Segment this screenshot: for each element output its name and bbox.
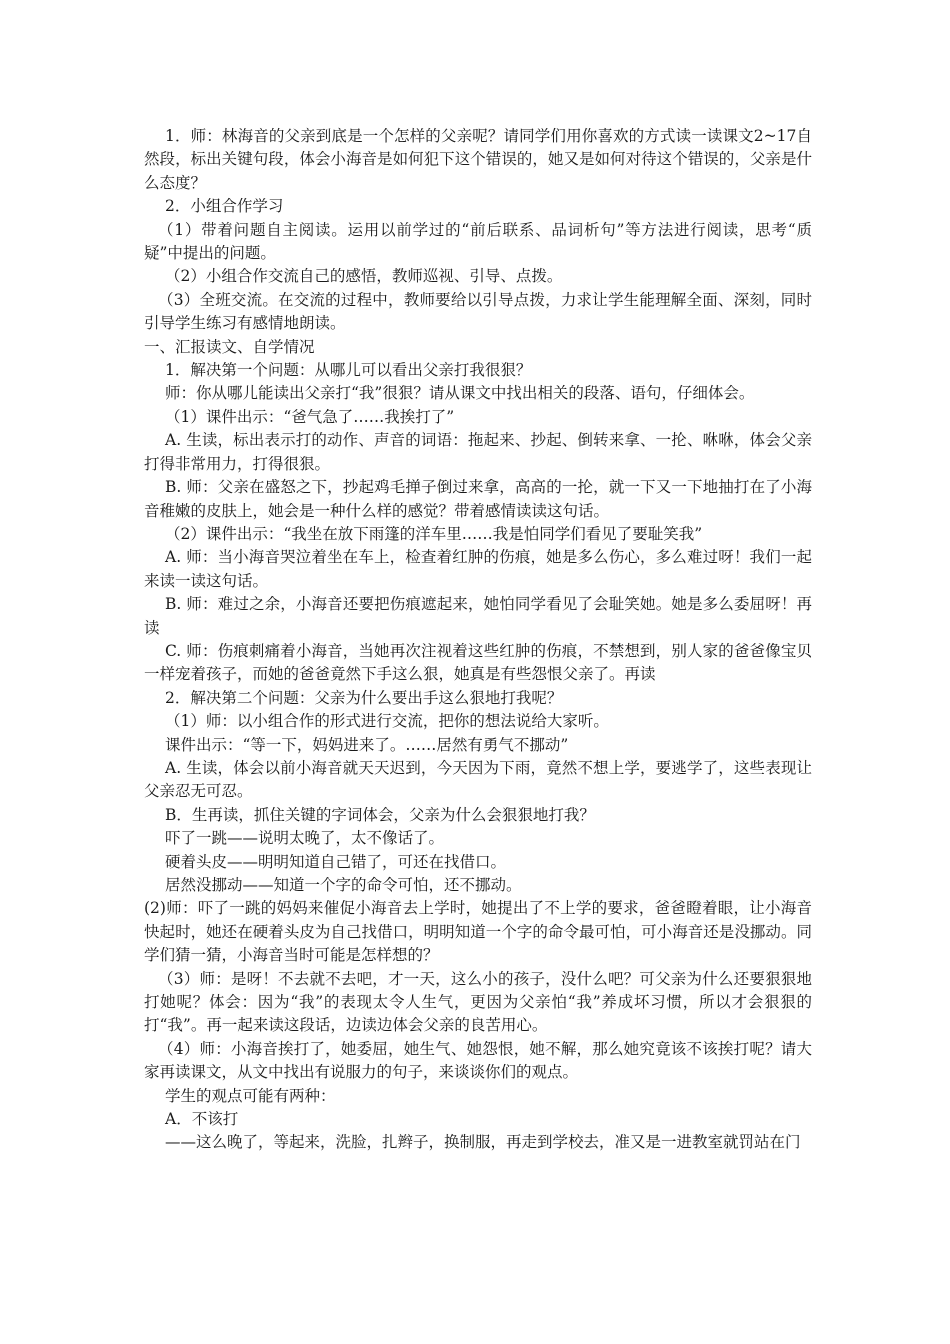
paragraph: （1）课件出示：“爸气急了……我挨打了”	[165, 407, 455, 426]
document-body	[144, 125, 812, 1155]
paragraph: 1．师：林海音的父亲到底是一个怎样的父亲呢？请同学们用你喜欢的方式读一读课文2~17自然段，标出关键句段，体会小海音是如何犯下这个错误的，她又是如何对待这个错误的，父亲是什么态度？	[144, 127, 812, 192]
paragraph: （4）师：小海音挨打了，她委屈，她生气、她怨恨，她不解，那么她究竟该不该挨打呢？请大家再读课文，从文中找出有说服力的句子，来谈谈你们的观点。	[144, 1039, 812, 1082]
paragraph: B. 师：难过之余，小海音还要把伤痕遮起来，她怕同学看见了会耻笑她。她是多么委屈呀！再读	[144, 595, 812, 637]
paragraph: A. 生读，标出表示打的动作、声音的词语：拖起来、抄起、倒转来拿、一抡、咻咻，体会父亲打得非常用力，打得很狠。	[144, 431, 812, 473]
paragraph: 师：你从哪儿能读出父亲打“我”很狠？请从课文中找出相关的段落、语句，仔细体会。	[165, 384, 755, 403]
paragraph: 居然没挪动——知道一个字的命令可怕，还不挪动。	[165, 876, 522, 894]
paragraph: 2．解决第二个问题：父亲为什么要出手这么狠地打我呢？	[165, 688, 563, 707]
paragraph: 1．解决第一个问题：从哪儿可以看出父亲打我很狠？	[165, 361, 532, 380]
paragraph: （3）师：是呀！不去就不去吧，才一天，这么小的孩子，没什么吧？可父亲为什么还要狠狠地打她呢？体会：因为“我”的表现太令人生气，更因为父亲怕“我”养成坏习惯，所以才会狠狠的打“我”。再一起来读这段话，边读边体会父亲的良苦用心。	[144, 969, 812, 1035]
section-heading: 一、汇报读文、自学情况	[144, 337, 315, 356]
paragraph: A．不该打	[165, 1110, 239, 1129]
paragraph: （3）全班交流。在交流的过程中，教师要给以引导点拨，力求让学生能理解全面、深刻，同时引导学生练习有感情地朗读。	[144, 290, 812, 333]
paragraph: B．生再读，抓住关键的字词体会，父亲为什么会狠狠地打我？	[165, 805, 595, 824]
paragraph: A. 师：当小海音哭泣着坐在车上，检查着红肿的伤痕，她是多么伤心，多么难过呀！我们一起来读一读这句话。	[144, 548, 812, 590]
paragraph: 硬着头皮——明明知道自己错了，可还在找借口。	[165, 852, 507, 871]
paragraph: （1）带着问题自主阅读。运用以前学过的“前后联系、品词析句”等方法进行阅读，思考“质疑”中提出的问题。	[144, 220, 812, 263]
paragraph: (2)师：吓了一跳的妈妈来催促小海音去上学时，她提出了不上学的要求，爸爸瞪着眼，让小海音快起时，她还在硬着头皮为自己找借口，明明知道一个字的命令最可怕，可小海音还是没挪动。同学们猜一猜，小海音当时可能是怎样想的？	[144, 899, 812, 965]
paragraph: ——这么晚了，等起来，洗脸，扎辫子，换制服，再走到学校去，准又是一进教室就罚站在门	[165, 1133, 801, 1152]
paragraph: 吓了一跳——说明太晚了，太不像话了。	[165, 829, 445, 848]
paragraph: （1）师：以小组合作的形式进行交流，把你的想法说给大家听。	[165, 712, 609, 731]
paragraph: 课件出示：“等一下，妈妈进来了。……居然有勇气不挪动”	[165, 735, 569, 754]
paragraph: 2．小组合作学习	[165, 197, 284, 216]
paragraph: B. 师：父亲在盛怒之下，抄起鸡毛掸子倒过来拿，高高的一抡，就一下又一下地抽打在了小海音稚嫩的皮肤上，她会是一种什么样的感觉？带着感情读读这句话。	[144, 478, 812, 520]
paragraph: （2）课件出示：“我坐在放下雨篷的洋车里……我是怕同学们看见了要耻笑我”	[165, 524, 703, 543]
paragraph: C. 师：伤痕刺痛着小海音，当她再次注视着这些红肿的伤痕，不禁想到，别人家的爸爸像宝贝一样宠着孩子，而她的爸爸竟然下手这么狠，她真是有些怨恨父亲了。再读	[144, 641, 812, 684]
paragraph: （2）小组合作交流自己的感悟，教师巡视、引导、点拨。	[165, 267, 563, 286]
paragraph: 学生的观点可能有两种：	[165, 1086, 336, 1105]
paragraph: A. 生读，体会以前小海音就天天迟到，今天因为下雨，竟然不想上学，要逃学了，这些表现让父亲忍无可忍。	[144, 758, 812, 801]
